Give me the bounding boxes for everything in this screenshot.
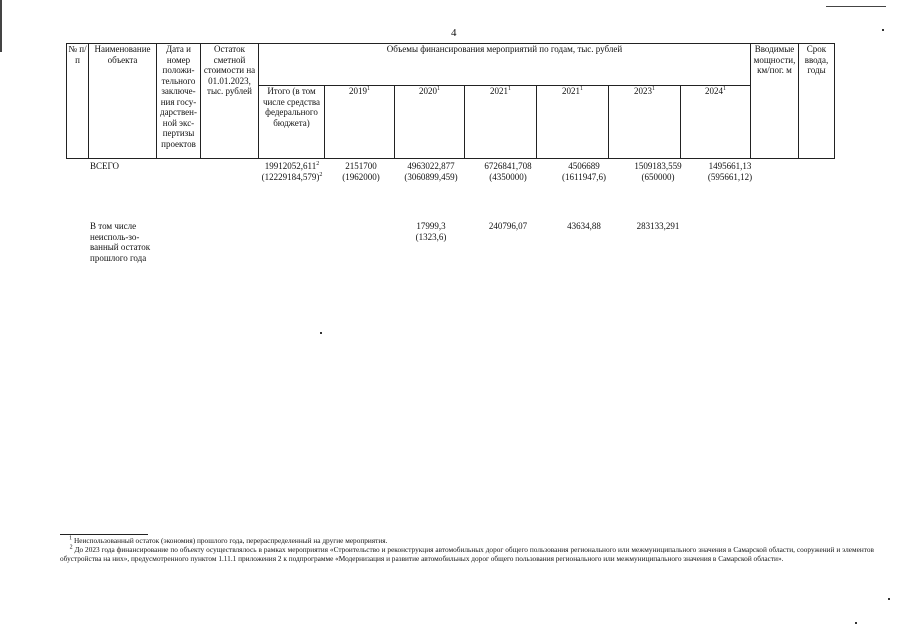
scan-speck: [882, 29, 884, 31]
row-total-2019: 2151700 (1962000): [342, 161, 380, 182]
header-year-2022: 2021$^1$: [537, 86, 609, 159]
header-year-2023: 2023$^1$: [609, 86, 681, 159]
footnote-2: $^2$ До 2023 года финансирование по объекту осуществлялось в рамках мероприятия «Строительство и реконструкция автомобильных дорог общего пользования регионального или межмуниципального значения в Самарской области, сооружений и элементов обустройства на них», предусмотренного пунктом 1.11.1 приложения 2 к подпрограмме «Модернизация и развитие автомобильных дорог общего пользования регионального или межмуниципального значения в Самарской области».: [60, 544, 874, 563]
header-term: Срок ввода, годы: [799, 44, 835, 159]
header-remainder: Остаток сметной стоимости на 01.01.2023, тыс. рублей: [201, 44, 259, 159]
row-total-2024: 1495661,13 (595661,12): [707, 161, 753, 182]
scan-speck: [888, 598, 890, 600]
row-total-label: ВСЕГО: [90, 161, 119, 171]
footnote-separator: [60, 534, 148, 535]
header-year-2019: 2019$^1$: [325, 86, 395, 159]
row-unused-2021: 240796,07: [488, 221, 528, 231]
financing-table: [66, 43, 835, 159]
scan-speck: [855, 622, 857, 624]
row-unused-2022: 43634,88: [567, 221, 601, 231]
row-total-2020: 4963022,877 (3060899,459): [404, 161, 458, 182]
header-year-2021: 2021$^1$: [465, 86, 537, 159]
header-date: Дата и номер положи-тельного заключе-ния госу-дарствен-ной экс-пертизы проектов: [157, 44, 201, 159]
header-year-2024: 2024$^1$: [681, 86, 751, 159]
footnote-1: $^1$ Неиспользованный остаток (экономия) прошлого года, перераспределенный на другие мероприятия.: [69, 535, 388, 545]
header-name: Наименование объекта: [89, 44, 157, 159]
scan-speck: [320, 332, 322, 334]
row-total-2022: 4506689 (1611947,6): [562, 161, 606, 182]
header-capacity: Вводимые мощности, км/пог. м: [751, 44, 799, 159]
row-total-2021: 6726841,708 (4350000): [484, 161, 532, 182]
scan-edge-mark: [0, 0, 2, 52]
header-year-2020: 2020$^1$: [395, 86, 465, 159]
scan-edge-mark: [826, 6, 886, 7]
row-unused-2023: 283133,291: [636, 221, 680, 231]
row-total-sum: 19912052,611$^2$ $(12229184,579)^2$: [261, 161, 323, 182]
page-number: 4: [451, 27, 457, 39]
row-total-2023: 1509183,559 (650000): [634, 161, 682, 182]
header-num: № п/п: [67, 44, 89, 159]
header-financing: Объемы финансирования мероприятий по годам, тыс. рублей: [259, 44, 751, 86]
row-unused-label: В том числе неисполь-зо-ванный остаток прошлого года: [90, 221, 151, 263]
row-unused-2020: 17999,3 (1323,6): [415, 221, 447, 242]
header-total: Итого (в том числе средства федерального бюджета): [259, 86, 325, 159]
